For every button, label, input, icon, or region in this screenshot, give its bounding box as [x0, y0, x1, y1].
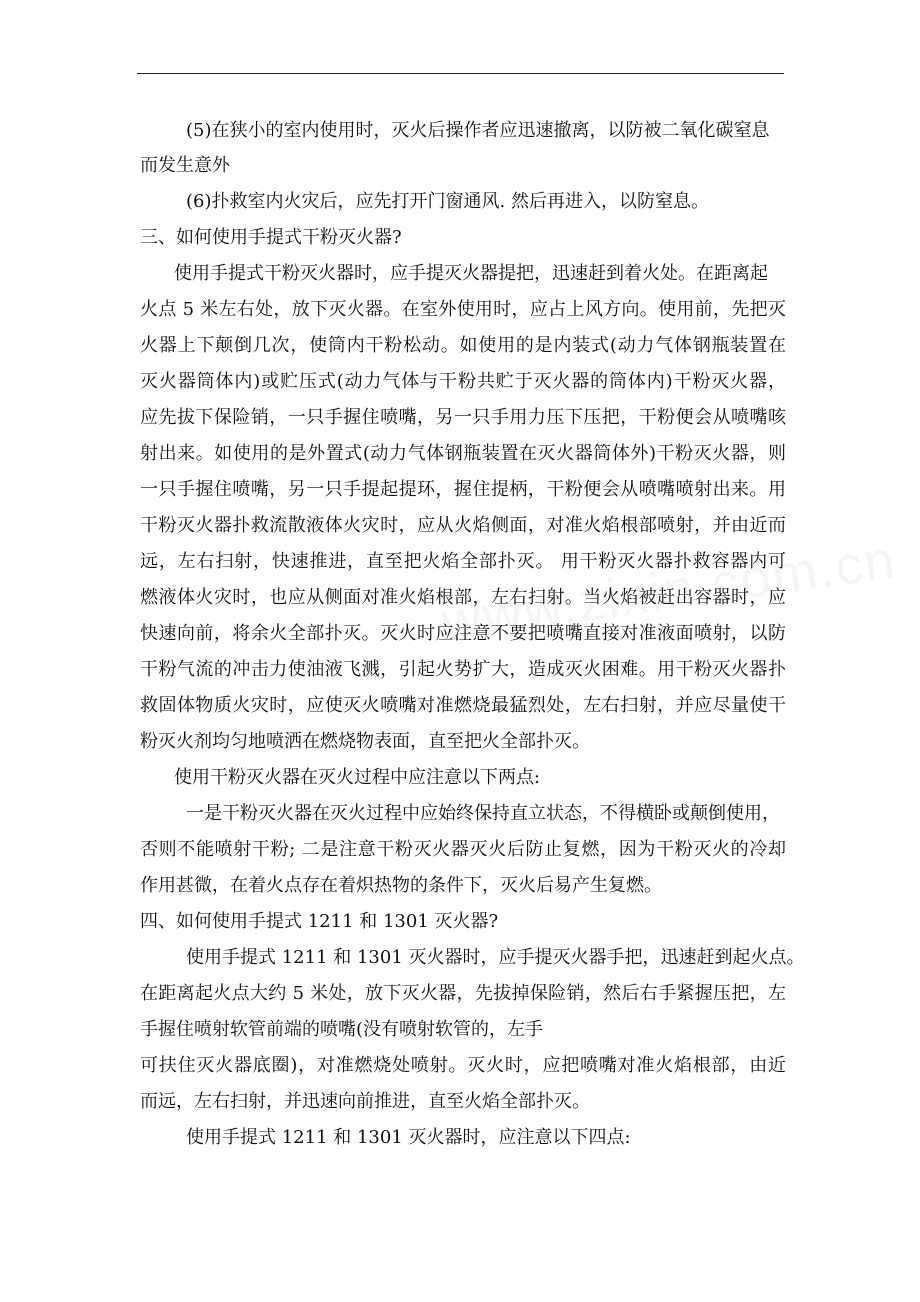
body-line: 使用手提式 1211 和 1301 灭火器时，应注意以下四点: [186, 1127, 631, 1148]
body-line: 在距离起火点大约 5 米处，放下灭火器，先拔掉保险销，然后右手紧握压把，左 [140, 983, 786, 1004]
body-line: 手握住喷射软管前端的喷嘴(没有喷射软管的，左手 [140, 1019, 544, 1040]
body-line: 否则不能喷射干粉; 二是注意干粉灭火器灭火后防止复燃，因为干粉灭火的冷却 [140, 839, 786, 860]
body-line: 应先拔下保险销，一只手握住喷嘴，另一只手用力压下压把，干粉便会从喷嘴咳 [140, 407, 786, 428]
body-line: 使用手提式 1211 和 1301 灭火器时，应手提灭火器手把，迅速赶到起火点。 [186, 947, 805, 968]
body-line: 而发生意外 [140, 155, 230, 176]
body-line: 一是干粉灭火器在灭火过程中应始终保持直立状态，不得横卧或颠倒使用， [186, 803, 780, 824]
body-line: 快速向前，将余火全部扑灭。灭火时应注意不要把喷嘴直接对准液面喷射，以防 [140, 623, 786, 644]
body-line: 火器上下颠倒几次，使筒内干粉松动。如使用的是内装式(动力气体钢瓶装置在 [140, 335, 786, 356]
body-line: 一只手握住喷嘴，另一只手提起提环，握住提柄，干粉便会从喷嘴喷射出来。用 [140, 479, 786, 500]
body-line: 作用甚微，在着火点存在着炽热物的条件下，灭火后易产生复燃。 [140, 875, 662, 896]
section-heading: 四、如何使用手提式 1211 和 1301 灭火器? [140, 911, 499, 932]
body-line: 而远，左右扫射，并迅速向前推进，直至火焰全部扑灭。 [140, 1091, 590, 1112]
body-line: 火点 5 米左右处，放下灭火器。在室外使用时，应占上风方向。使用前，先把灭 [140, 299, 786, 320]
body-line: (5)在狭小的室内使用时，灭火后操作者应迅速撤离，以防被二氧化碳窒息 [186, 120, 770, 141]
body-line: 使用手提式干粉灭火器时，应手提灭火器提把，迅速赶到着火处。在距离起 [174, 263, 768, 284]
section-heading: 三、如何使用手提式干粉灭火器? [140, 227, 402, 248]
body-line: 可扶住灭火器底圈)，对准燃烧处喷射。灭火时，应把喷嘴对准火焰根部，由近 [140, 1055, 786, 1076]
body-line: 使用干粉灭火器在灭火过程中应注意以下两点: [174, 767, 541, 788]
body-line: 干粉灭火器扑救流散液体火灾时，应从火焰侧面，对准火焰根部喷射，并由近而 [140, 515, 786, 536]
header-rule [137, 73, 784, 74]
body-line: 远，左右扫射，快速推进，直至把火焰全部扑灭。 用干粉灭火器扑救容器内可 [140, 551, 786, 572]
body-line: 救固体物质火灾时，应使灭火喷嘴对准燃烧最猛烈处，左右扫射，并应尽量使干 [140, 695, 786, 716]
body-line: 粉灭火剂均匀地喷洒在燃烧物表面，直至把火全部扑灭。 [140, 731, 590, 752]
body-line: (6)扑救室内火灾后，应先打开门窗通风. 然后再进入，以防窒息。 [186, 191, 709, 212]
body-line: 燃液体火灾时，也应从侧面对准火焰根部，左右扫射。当火焰被赶出容器时，应 [140, 587, 786, 608]
body-line: 射出来。如使用的是外置式(动力气体钢瓶装置在灭火器筒体外)干粉灭火器，则 [140, 443, 786, 464]
body-line: 干粉气流的冲击力使油液飞溅，引起火势扩大，造成灭火困难。用干粉灭火器扑 [140, 659, 786, 680]
body-line: 灭火器筒体内)或贮压式(动力气体与干粉共贮于灭火器的筒体内)干粉灭火器， [140, 371, 786, 392]
